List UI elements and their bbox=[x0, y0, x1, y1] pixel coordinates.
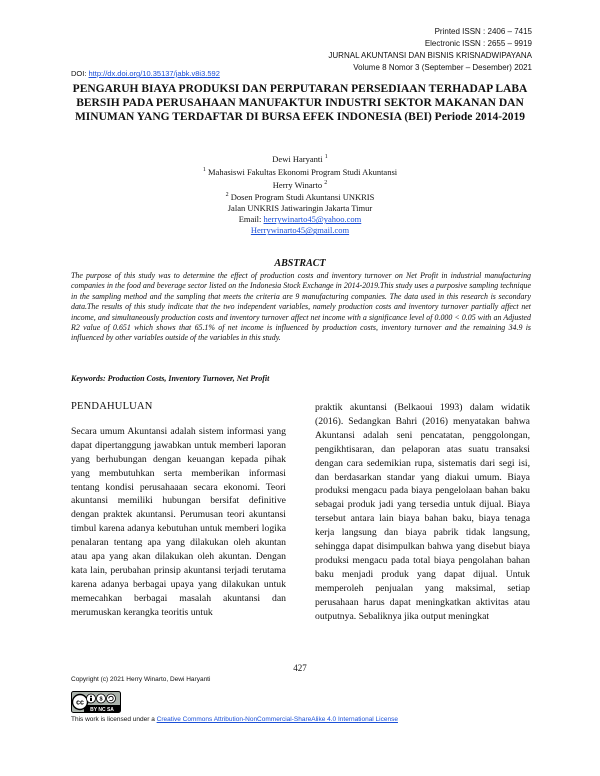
author-2-sup: 2 bbox=[324, 179, 328, 186]
svg-text:$: $ bbox=[99, 696, 103, 703]
page-number: 427 bbox=[293, 663, 307, 673]
right-column-paragraph: praktik akuntansi (Belkaoui 1993) dalam widatik (2016). Sedangkan Bahri (2016) menyatakan bahwa Akuntansi adalah seni pencatatan, penggolongan, pengikhtisaran, dan pelaporan atas suatu transaksi dengan cara sedemikian rupa, sistematis dari segi isi, dan berdasarkan standar yang diakui umum. Biaya produksi mengacu pada biaya pengelolaan bahan baku sebagai produk jadi yang tersedia untuk dijual. Biaya tersebut antara lain biaya bahan baku, biaya tenaga kerja langsung dan biaya pabrik tidak langsung, sehingga dapat disimpulkan bahwa yang disebut biaya produksi mengacu pada total biaya pengolahan bahan baku menjadi produk yang dapat dijual. Untuk memperoleh penjualan yang maksimal, setiap perusahaan harus dapat meningkatkan aktivitas atau outputnya. Sebaliknya jika output meningkat bbox=[315, 402, 530, 622]
left-column-paragraph: Secara umum Akuntansi adalah sistem informasi yang dapat dipertanggung jawabkan untuk memberi laporan yang berhubungan dengan keuangan kepada pihak yang membutuhkan serta memberikan informasi tentang kondisi perusahaaan secara ekonomi. Teori akuntansi memiliki hubungan bersifat definitive dengan praktek akuntansi. Perumusan teori akuntansi timbul karena adanya kebutuhan untuk memberi logika penalaran tentang apa yang dilakukan oleh akuntan atau apa yang akan dilakukan oleh akuntan. Dengan kata lain, perubahan prinsip akuntansi terjadi terutama karena adanya berbagai upaya yang dilakukan untuk memecahkan berbagai masalah akuntansi dan merumuskan kerangka teoritis untuk bbox=[71, 425, 286, 618]
author-1-sup: 1 bbox=[324, 154, 328, 160]
author-2 bbox=[100, 178, 500, 191]
printed-issn: Printed ISSN : 2406 – 7415 bbox=[434, 27, 532, 36]
affiliation-1-text: Mahasiswi Fakultas Ekonomi Program Studi Akuntansi bbox=[205, 166, 398, 177]
affiliation-2-sup: 2 bbox=[225, 192, 229, 199]
cc-badge-text: BY NC SA bbox=[90, 706, 114, 713]
affiliation-1-sup: 1 bbox=[202, 166, 206, 173]
author-block bbox=[100, 152, 500, 236]
doi-label: DOI: bbox=[71, 69, 89, 78]
doi-line bbox=[71, 69, 220, 78]
abstract-text: The purpose of this study was to determine the effect of production costs and inventory turnover on Net Profit in industrial manufacturing companies in the food and beverage sector listed on the Indonesia Stock Exchange in 2014-2019.This study uses a purposive sampling technique in the sampling method and the sampling that meets the criteria are 9 manufacturing companies. The data used in this research is secondary data.The results of this study indicate that the two independent variables, namely production costs and inventory turnover partially affect net income, and simultaneously production costs and inventory turnover affect net income with a significance level of 0.000 < 0.05 with an Adjusted R2 value of 0.651 which shows that 65.1% of net income is influenced by production costs, inventory turnover and the remaining 34.9 is influenced by other variables outside of the variables in this study. bbox=[71, 271, 531, 343]
email-line bbox=[100, 214, 500, 225]
license-prefix: This work is licensed under a bbox=[71, 716, 157, 723]
keywords: Keywords: Production Costs, Inventory Turnover, Net Profit bbox=[71, 374, 270, 383]
doi-link[interactable]: http://dx.doi.org/10.35137/jabk.v8i3.592 bbox=[88, 69, 220, 78]
body-right-column bbox=[315, 401, 530, 624]
body-left-column bbox=[71, 400, 286, 620]
license-link[interactable]: Creative Commons Attribution-NonCommercial-ShareAlike 4.0 International License bbox=[156, 716, 398, 723]
license-line bbox=[71, 716, 398, 723]
copyright-notice: Copyright (c) 2021 Herry Winarto, Dewi Haryanti bbox=[71, 676, 211, 683]
affiliation-2 bbox=[100, 190, 500, 203]
svg-text:cc: cc bbox=[76, 699, 84, 707]
email-label: Email: bbox=[238, 214, 264, 225]
author-2-name: Herry Winarto bbox=[272, 179, 323, 190]
author-1 bbox=[100, 152, 500, 165]
affiliation-1 bbox=[100, 165, 500, 178]
paper-title: PENGARUH BIAYA PRODUKSI DAN PERPUTARAN PERSEDIAAN TERHADAP LABA BERSIH PADA PERUSAHAAN MANUFAKTUR INDUSTRI SEKTOR MAKANAN DAN MINUMAN YANG TERDAFTAR DI BURSA EFEK INDONESIA (BEI) Periode 2014-2019 bbox=[72, 83, 528, 123]
affiliation-2-text: Dosen Program Studi Akuntansi UNKRIS bbox=[228, 192, 375, 203]
email-line-2 bbox=[100, 225, 500, 236]
email-link-2[interactable]: Herrywinarto45@gmail.com bbox=[250, 225, 350, 236]
author-1-name: Dewi Haryanti bbox=[272, 153, 323, 164]
abstract-heading: ABSTRACT bbox=[274, 258, 326, 269]
address: Jalan UNKRIS Jatiwaringin Jakarta Timur bbox=[227, 203, 373, 214]
journal-volume: Volume 8 Nomor 3 (September – Desember) 2021 bbox=[353, 63, 532, 72]
cc-license-badge-icon[interactable] bbox=[71, 691, 121, 713]
email-link-1[interactable]: herrywinarto45@yahoo.com bbox=[263, 214, 362, 225]
journal-name: JURNAL AKUNTANSI DAN BISNIS KRISNADWIPAYANA bbox=[328, 51, 532, 60]
section-heading: PENDAHULUAN bbox=[71, 401, 153, 412]
electronic-issn: Electronic ISSN : 2655 – 9919 bbox=[424, 39, 532, 48]
